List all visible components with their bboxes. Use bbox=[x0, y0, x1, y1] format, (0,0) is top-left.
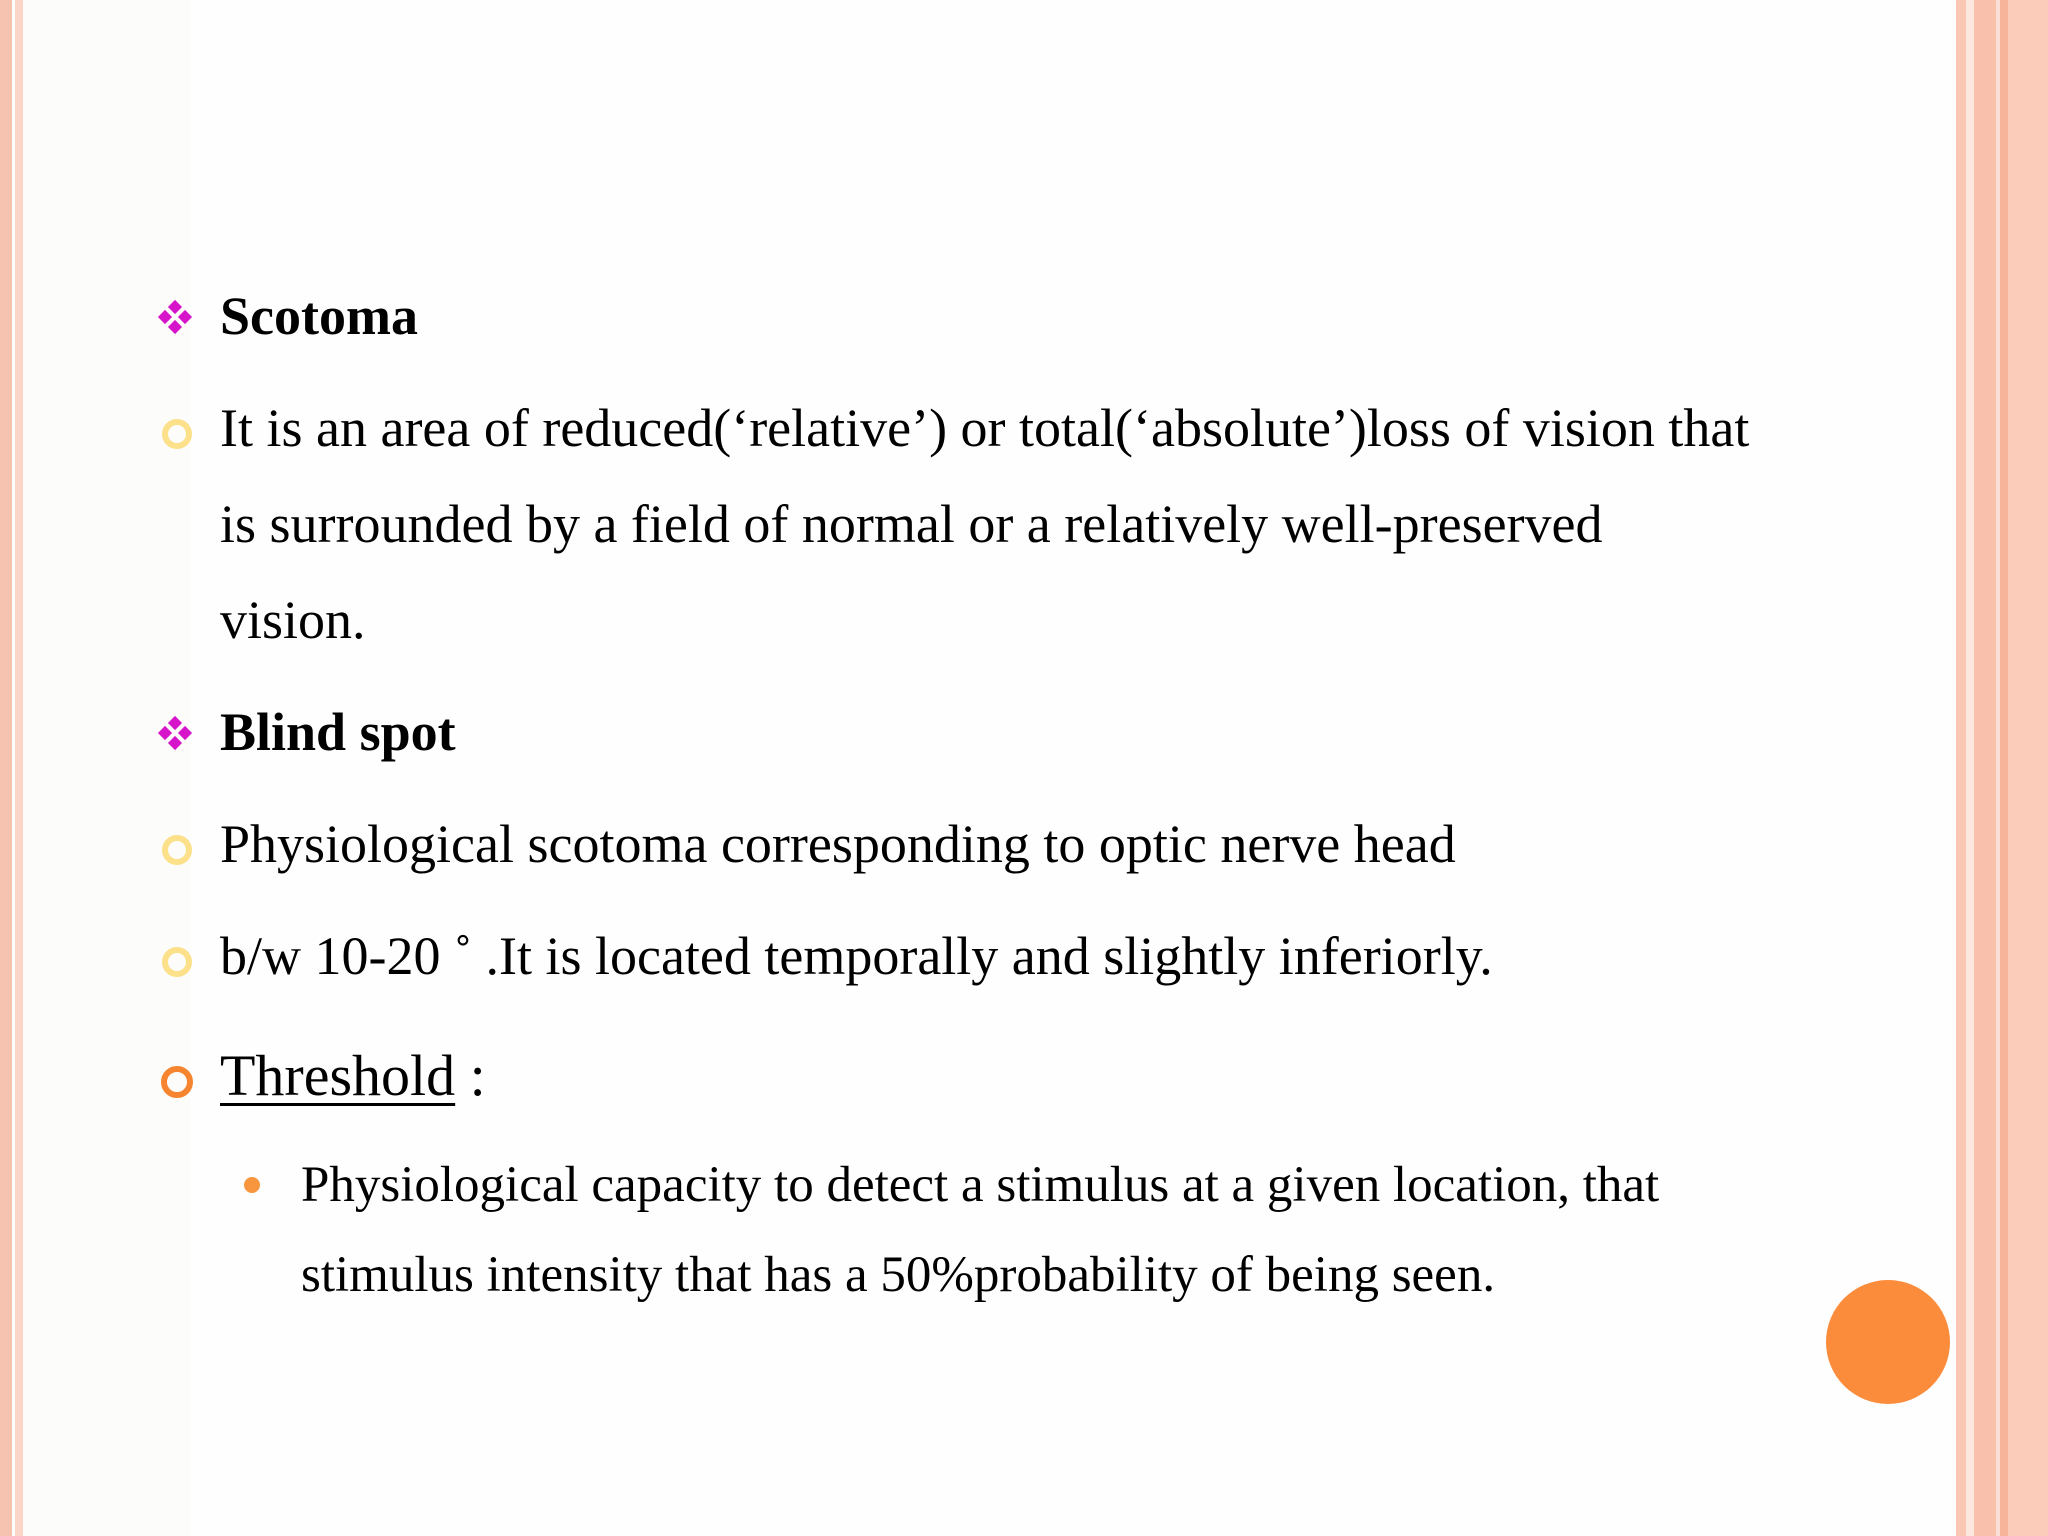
definition-line-3: vision. bbox=[220, 590, 366, 650]
definition-line-2: is surrounded by a field of normal or a relatively well-preserved bbox=[220, 494, 1603, 554]
blind-spot-description: Physiological scotoma corresponding to optic nerve head bbox=[220, 814, 1456, 874]
threshold-colon: : bbox=[455, 1043, 486, 1108]
threshold-term: Threshold bbox=[220, 1043, 456, 1108]
heading-scotoma: Scotoma bbox=[220, 286, 418, 346]
diamond-icon bbox=[160, 718, 190, 748]
ring-icon bbox=[162, 419, 192, 449]
ring-icon bbox=[162, 835, 192, 865]
ring-icon bbox=[161, 1066, 193, 1098]
definition-line-1: It is an area of reduced(‘relative’) or total(‘absolute’)loss of vision that bbox=[220, 398, 1750, 458]
threshold-definition-line-1: Physiological capacity to detect a stimulus at a given location, that bbox=[301, 1157, 1660, 1213]
blind-spot-location: b/w 10-20 ˚ .It is located temporally and slightly inferiorly. bbox=[220, 926, 1493, 986]
threshold-definition-line-2: stimulus intensity that has a 50%probability of being seen. bbox=[301, 1247, 1496, 1303]
diamond-icon bbox=[160, 302, 190, 332]
heading-threshold bbox=[220, 1028, 486, 1124]
dot-icon bbox=[244, 1177, 260, 1193]
ring-icon bbox=[162, 947, 192, 977]
heading-blind-spot: Blind spot bbox=[220, 702, 456, 762]
